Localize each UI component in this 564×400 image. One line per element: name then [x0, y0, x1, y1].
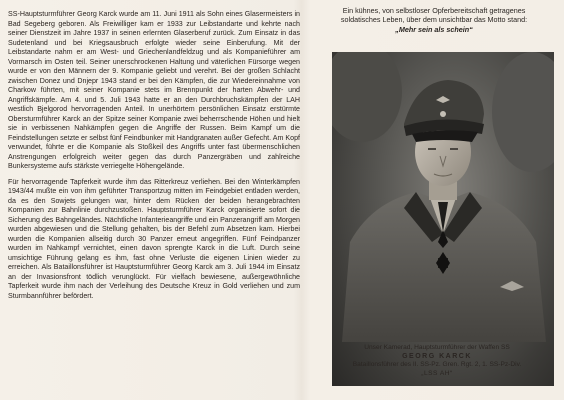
- motto-intro: [310, 6, 558, 25]
- portrait-illustration: [332, 52, 554, 342]
- portrait-photo: [332, 52, 554, 386]
- caption-name: GEORG KARCK: [402, 352, 472, 360]
- motto-quote: „Mehr sein als schein“: [395, 24, 473, 34]
- caption-line-3: Bataillonsführer des II. SS-Pz. Gren. Rgt. 2, 1. SS-Pz-Div.: [352, 361, 522, 369]
- biography-paragraph-1: SS-Hauptsturmführer Georg Karck wurde am 11. Juni 1911 als Sohn eines Glasermeisters in Bad Segeberg geboren. Als Freiwilliger kam er 1933 zur Leibstandarte und kehrte nach seiner Dienstzeit im Jahre 1937 in seinen erlernten Glaserberuf zurück. Zum Einsatz in das Sudetenland und bei Kriegsausbruch erfolgte wieder seine Einberufung. Mit der Leibstandarte nahm er am West- und Griechenlandfeldzug und als Kompanieführer am Vormarsch im Osten teil. Seiner unerschrockenen Haltung und väterlichen Fürsorge wegen wurde er von den Männern der 9. Kompanie geliebt und verehrt. Bei der großen Schlacht zwischen Donez und Dnjepr 1943 stand er bei den Kämpfen, die zur Wiedereinnahme von Charkow führten, mit seiner Kompanie stets im Brennpunkt der harten Abwehr- und Angriffskämpfe. Am 4. und 5. Juli 1943 hatte er an den Durchbruchskämpfen der LAH westlich Bjelgorod hervorragenden Anteil. In unerhörtem persönlichen Einsatz erstürmte Obersturmführer Karck an der Spitze seiner Kompanie zwei beherrschende Höhen und hielt sie in verbissenen Nahkämpfen gegen die Angriffe der Russen. Beim Kampf um die Feindstellungen setzte er selbst fünf Feindbunker mit Handgranaten außer Gefecht. Am Kopf verwundet, führte er die Kompanie als Stoßkeil des Angriffs unter fast übermenschlichen Anstrengungen erfolgreich weiter gegen das durch Panzergräben und zahlreiche Bunkersysteme aufs stärkste verriegelte Höhengelände.: [8, 10, 300, 170]
- caption-line-1: Unser Kamerad, Hauptsturmführer der Waffen SS: [364, 344, 510, 351]
- biography-paragraph-2: Für hervorragende Tapferkeit wurde ihm das Ritterkreuz verliehen. Bei den Winterkämpfen 1943/44 mußte ein von ihm geführter Transportzug mitten im Feindgebiet entladen werden, da es den Sowjets gelungen war, hinter dem Rücken der beiden herangebrachten Kompanien zur Bahnlinie durchzustoßen. Hauptsturmführer Karck organisierte sofort die Sicherung des Bahngeländes. Nächtliche Infanterieangriffe und ein Panzerangriff am Morgen wurden abgewiesen und die Stellung gehalten, bis der Befehl zum Absetzen kam. Hierbei wurden die Kompanien allseitig durch 30 Panzer erneut angegriffen. Fünf Feindpanzer wurden im Nahkampf vernichtet, einen davon sprengte Karck in die Luft. Durch seine umsichtige Führung gelang es ihm, fast ohne Verluste die eigenen Linien wieder zu erreichen. Als Bataillonsführer ist Hauptsturmführer Georg Karck am 3. Juli 1944 im Einsatz an der Invasionsfront tödlich verunglückt. Für vielfach bewiesene, außergewöhnliche Tapferkeit wurde ihm nach der Verleihung des Deutsche Kreuz in Gold verliehen und zum Sturmbannführer befördert.: [8, 177, 300, 300]
- motto-intro-line-1: Ein kühnes, von selbstloser Opferbereitschaft getragenes: [342, 6, 526, 15]
- caption-line-4: „LSS AH“: [421, 369, 453, 377]
- motto-intro-line-2: soldatisches Leben, über dem unsichtbar das Motto stand:: [340, 15, 528, 25]
- right-column: [310, 6, 558, 34]
- photo-caption: [310, 344, 564, 378]
- biography-text-column: [8, 10, 300, 301]
